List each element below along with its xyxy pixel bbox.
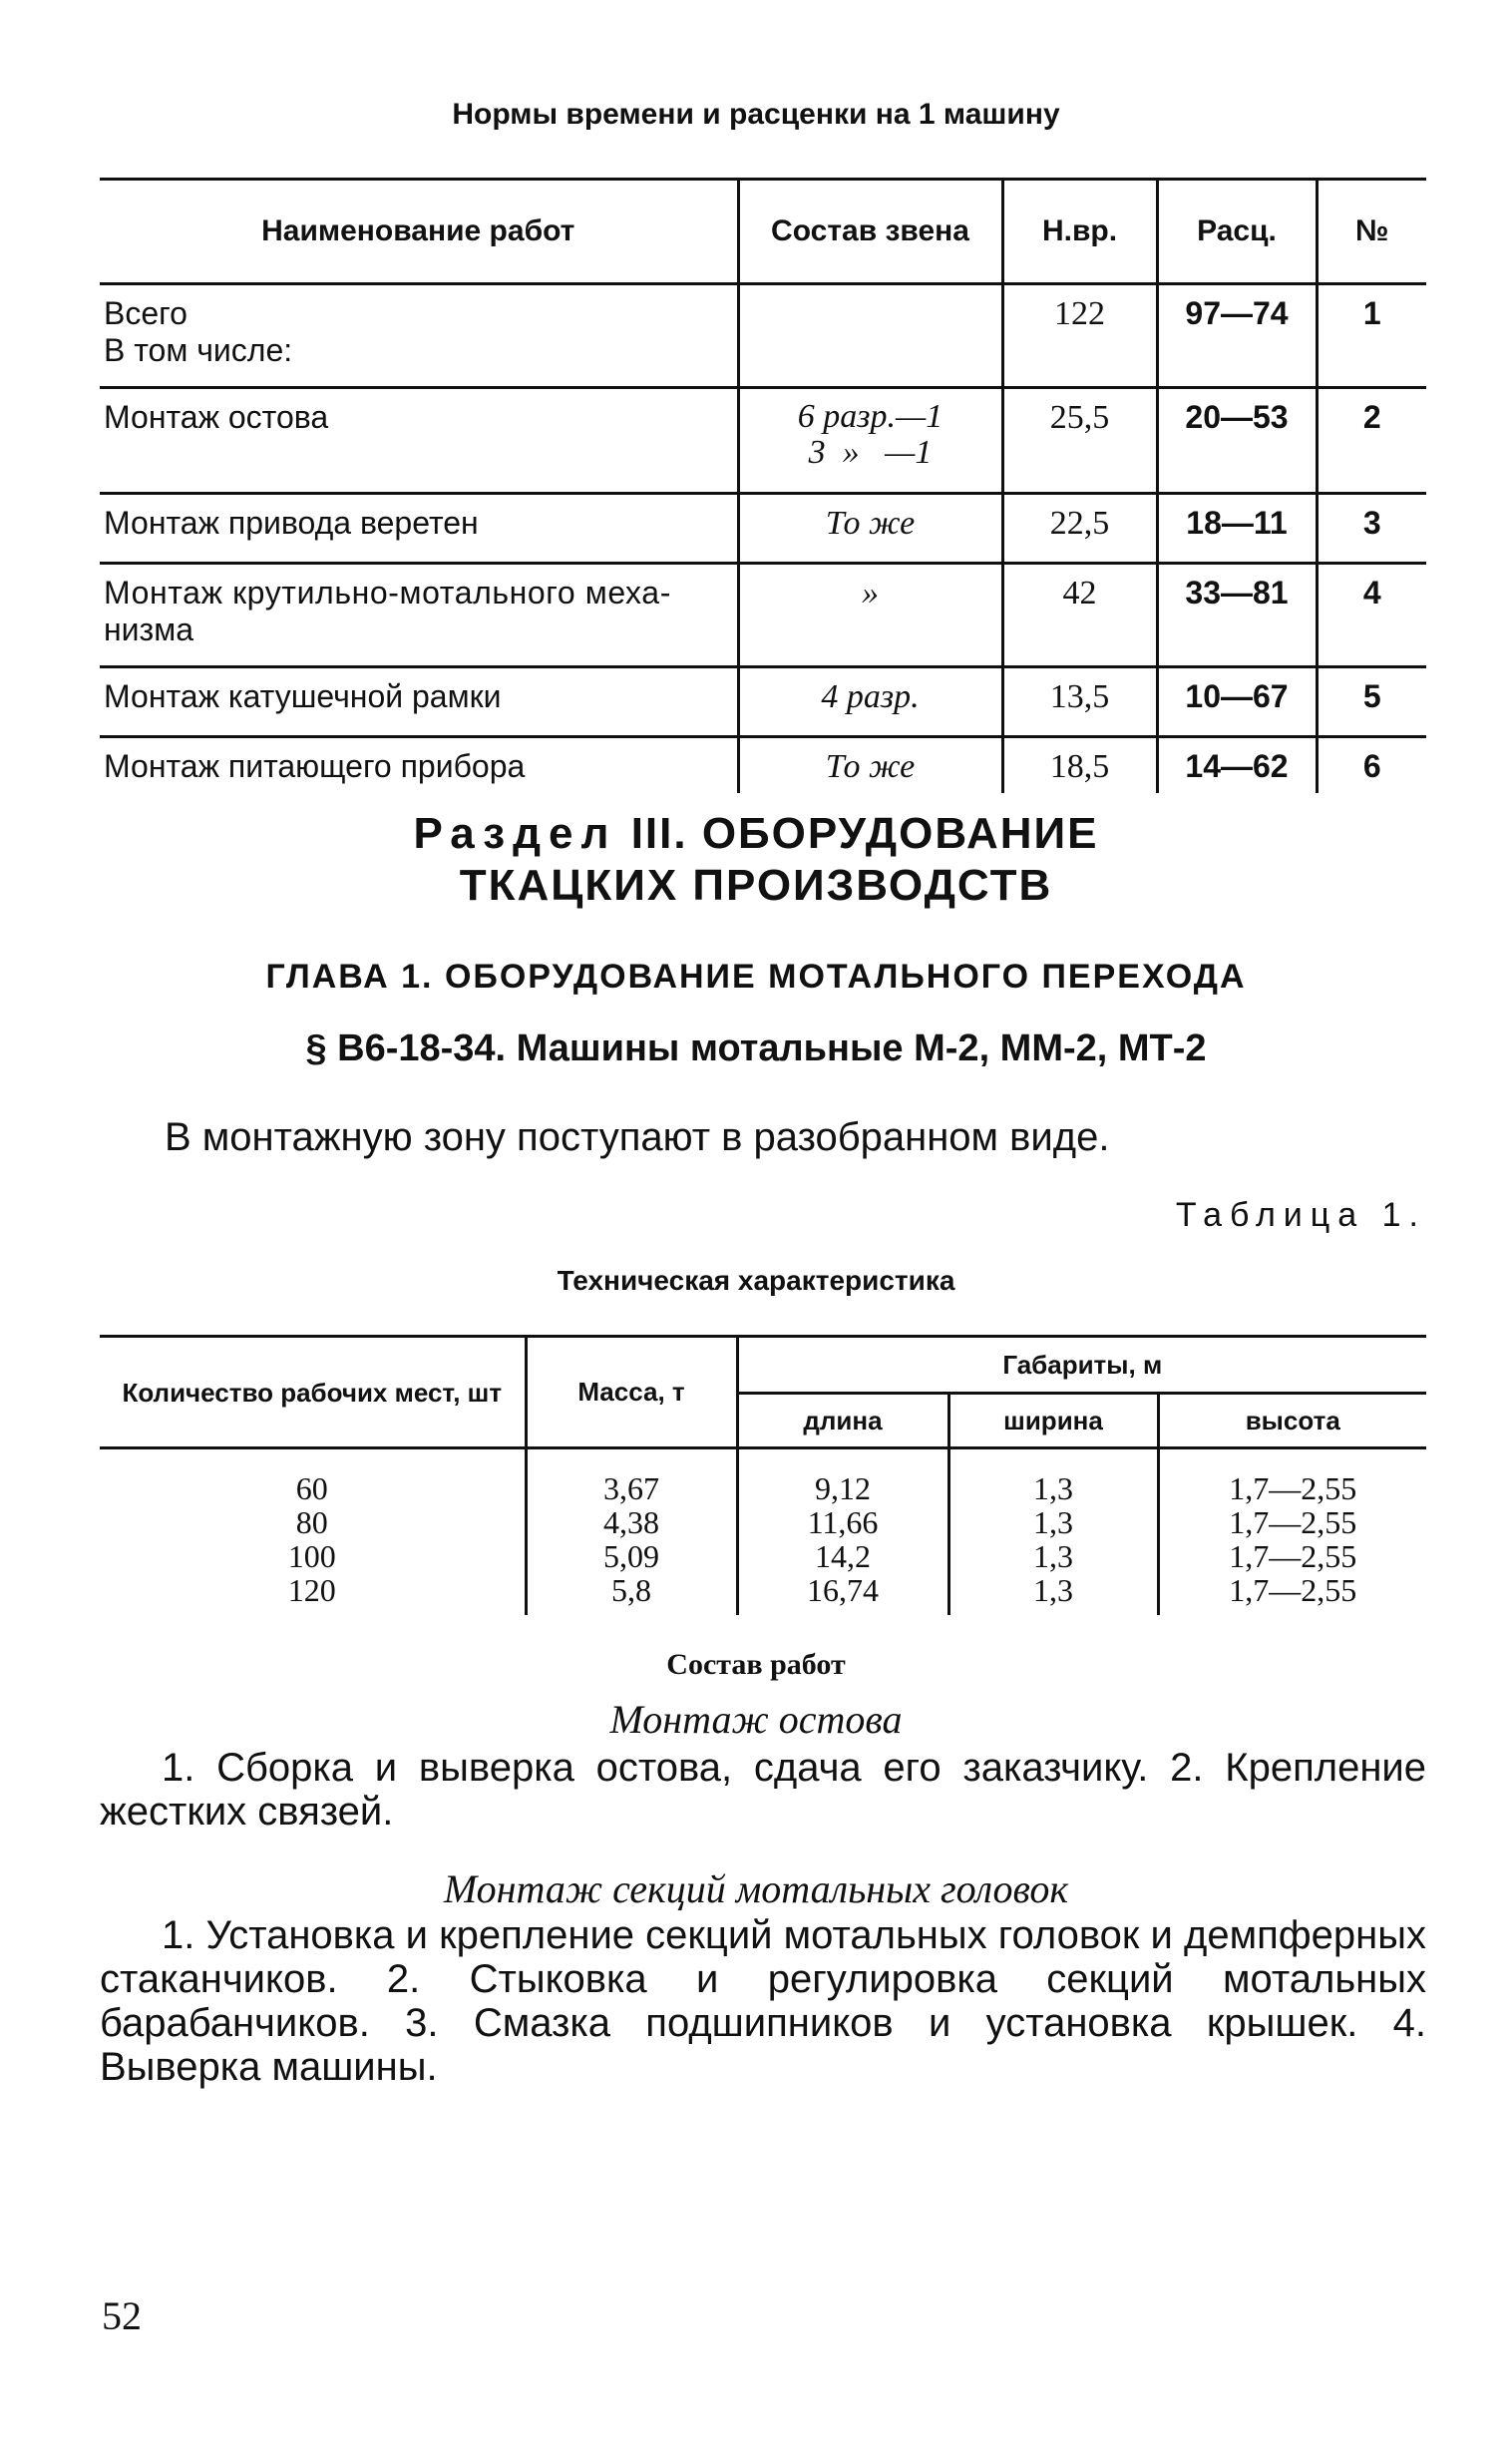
crew-cell: [738, 284, 1002, 388]
norms-table-title: Нормы времени и расценки на 1 машину: [452, 98, 1060, 131]
header-dimensions: Габариты, м: [737, 1337, 1426, 1394]
header-width: ширина: [948, 1394, 1158, 1448]
crew-cell: То же: [738, 494, 1002, 564]
paragraph-heading: § В6-18-34. Машины мотальные М-2, ММ-2, МТ-2: [305, 1027, 1207, 1069]
number-cell: 5: [1317, 667, 1426, 737]
subheading-winding-heads: Монтаж секций мотальных головок: [443, 1866, 1069, 1911]
table-row: [100, 667, 1426, 737]
price-cell: 10—67: [1157, 667, 1317, 737]
work-name-cell: Монтаж катушечной рамки: [100, 667, 738, 737]
number-cell: 3: [1317, 494, 1426, 564]
number-cell: 6: [1317, 737, 1426, 793]
price-cell: 97—74: [1157, 284, 1317, 388]
table-row: [100, 564, 1426, 667]
time-cell: 42: [1002, 564, 1157, 667]
width-value: 1,3: [1033, 1538, 1073, 1574]
subheading-frame-assembly: Монтаж остова: [609, 1697, 903, 1742]
length-value: 14,2: [815, 1538, 871, 1574]
width-cell: [948, 1448, 1158, 1616]
height-value: 1,7—2,55: [1229, 1572, 1357, 1608]
places-value: 60: [295, 1470, 328, 1506]
mass-value: 5,09: [603, 1538, 659, 1574]
table-row: [100, 388, 1426, 494]
places-value: 80: [295, 1504, 328, 1540]
header-number: №: [1317, 180, 1426, 284]
crew-cell: То же: [738, 737, 1002, 793]
length-value: 9,12: [815, 1470, 871, 1506]
section-heading-line2: ТКАЦКИХ ПРОИЗВОДСТВ: [459, 861, 1053, 910]
section-heading: [0, 808, 1512, 860]
places-value: 120: [287, 1572, 336, 1608]
price-cell: 20—53: [1157, 388, 1317, 494]
header-mass: Масса, т: [526, 1337, 737, 1448]
crew-cell: »: [738, 564, 1002, 667]
width-value: 1,3: [1033, 1572, 1073, 1608]
height-value: 1,7—2,55: [1229, 1538, 1357, 1574]
height-value: 1,7—2,55: [1229, 1504, 1357, 1540]
work-composition-title: Состав работ: [666, 1648, 846, 1681]
work-name-line: В том числе:: [104, 332, 293, 368]
intro-text: В монтажную зону поступают в разобранном виде.: [165, 1115, 1110, 1159]
header-time-norm: Н.вр.: [1002, 180, 1157, 284]
work-name-line: Всего: [104, 295, 188, 331]
page-number: 52: [102, 2293, 142, 2338]
table-row: [100, 737, 1426, 793]
header-work-name: Наименование работ: [100, 180, 738, 284]
table-row: [100, 284, 1426, 388]
height-cell: [1158, 1448, 1426, 1616]
frame-assembly-text: 1. Сборка и выверка остова, сдача его заказчику. 2. Крепление жестких связей.: [100, 1746, 1426, 1834]
price-cell: 33—81: [1157, 564, 1317, 667]
tech-table-title: Техническая характеристика: [557, 1265, 955, 1296]
mass-value: 3,67: [603, 1470, 659, 1506]
time-cell: 13,5: [1002, 667, 1157, 737]
work-name-cell: Монтаж остова: [100, 388, 738, 494]
header-places: Количество рабочих мест, шт: [100, 1337, 526, 1448]
table-row: [100, 494, 1426, 564]
height-value: 1,7—2,55: [1229, 1470, 1357, 1506]
crew-text: 6 разр.—1 3 » —1: [797, 398, 944, 471]
work-name-cell: Монтаж привода веретен: [100, 494, 738, 564]
length-value: 16,74: [807, 1572, 879, 1608]
work-name-line: низма: [104, 612, 194, 647]
mass-cell: [526, 1448, 737, 1616]
length-value: 11,66: [807, 1504, 879, 1540]
price-cell: 14—62: [1157, 737, 1317, 793]
work-name-cell: [100, 564, 738, 667]
time-cell: 122: [1002, 284, 1157, 388]
header-crew: Состав звена: [738, 180, 1002, 284]
number-cell: 1: [1317, 284, 1426, 388]
crew-cell: [738, 388, 1002, 494]
number-cell: 2: [1317, 388, 1426, 494]
time-cell: 25,5: [1002, 388, 1157, 494]
tech-data-row: [100, 1448, 1426, 1616]
length-cell: [737, 1448, 948, 1616]
width-value: 1,3: [1033, 1470, 1073, 1506]
mass-value: 4,38: [603, 1504, 659, 1540]
header-length: длина: [737, 1394, 948, 1448]
tech-header-row: [100, 1337, 1426, 1394]
time-cell: 22,5: [1002, 494, 1157, 564]
work-name-line: Монтаж крутильно-мотального меха-: [104, 575, 671, 611]
norms-table: [100, 178, 1426, 793]
time-cell: 18,5: [1002, 737, 1157, 793]
price-cell: 18—11: [1157, 494, 1317, 564]
places-cell: [100, 1448, 526, 1616]
number-cell: 4: [1317, 564, 1426, 667]
chapter-heading: ГЛАВА 1. ОБОРУДОВАНИЕ МОТАЛЬНОГО ПЕРЕХОДА: [265, 958, 1247, 996]
table-label: Таблица 1.: [1175, 1196, 1426, 1234]
width-value: 1,3: [1033, 1504, 1073, 1540]
header-price: Расц.: [1157, 180, 1317, 284]
winding-heads-text: 1. Установка и крепление секций мотальных головок и демпферных стаканчиков. 2. Стыковка и регулировка секций мотальных барабанчиков. 3. Смазка подшипников и установка крышек. 4. Выверка машины.: [100, 1913, 1426, 2089]
work-name-cell: [100, 284, 738, 388]
tech-table: [100, 1335, 1426, 1615]
places-value: 100: [287, 1538, 336, 1574]
section-heading-prefix: Раздел: [413, 809, 617, 858]
work-name-cell: Монтаж питающего прибора: [104, 748, 526, 784]
section-heading-rest: III. ОБОРУДОВАНИЕ: [616, 809, 1099, 858]
mass-value: 5,8: [611, 1572, 651, 1608]
header-height: высота: [1158, 1394, 1426, 1448]
crew-cell: 4 разр.: [738, 667, 1002, 737]
norms-header-row: [100, 180, 1426, 284]
